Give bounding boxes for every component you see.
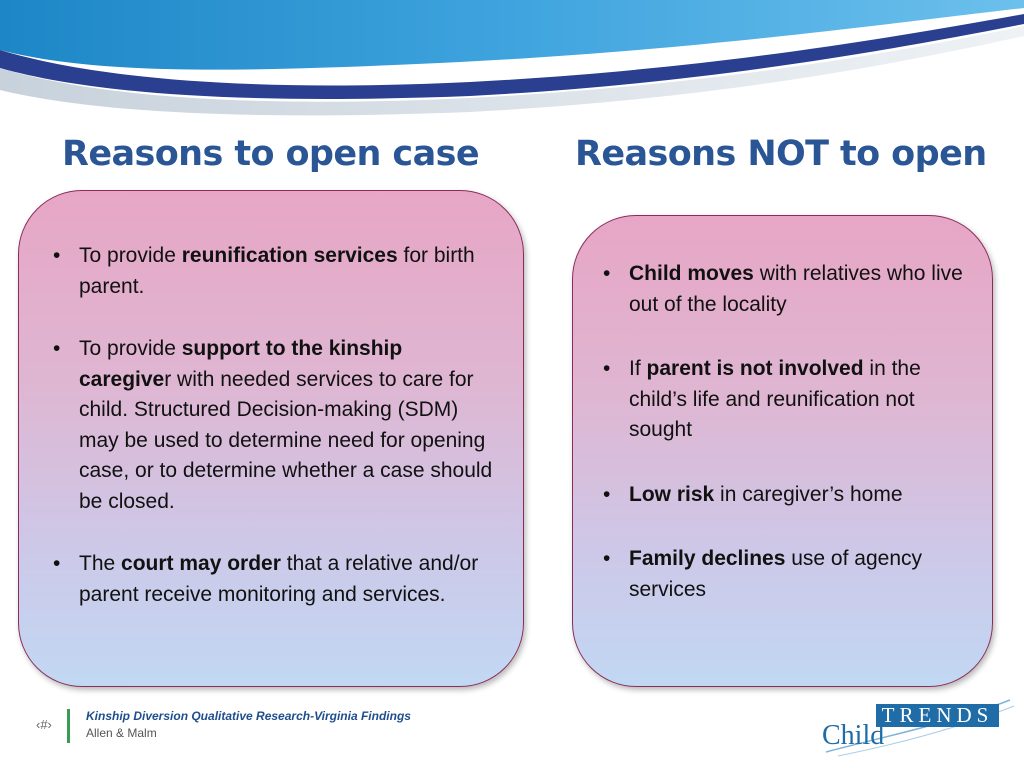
heading-reasons-not-to-open: Reasons NOT to open [575, 134, 987, 174]
logo-trends-text: TRENDS [881, 703, 994, 727]
child-trends-logo [818, 694, 1018, 758]
list-item: • Low risk in caregiver’s home [603, 480, 972, 511]
reasons-to-open-panel [18, 190, 524, 687]
slide-number: ‹#› [36, 717, 52, 732]
reasons-not-to-open-panel [572, 215, 993, 687]
footer-divider [67, 709, 70, 743]
reasons-not-to-open-list [603, 259, 972, 605]
list-item: • To provide reunification services for birth parent. [53, 241, 493, 302]
list-item: • Child moves with relatives who live out of the locality [603, 259, 972, 320]
list-item: • To provide support to the kinship caregiver with needed services to care for child. Structured Decision-making (SDM) may be used to determine need for opening case, or to determine whether a case should be closed. [53, 334, 493, 517]
header-wave-banner [0, 0, 1024, 130]
list-item: • Family declines use of agency services [603, 544, 972, 605]
footer-title: Kinship Diversion Qualitative Research-Virginia Findings [86, 709, 411, 723]
logo-child-text: Child [822, 720, 885, 751]
footer-authors: Allen & Malm [86, 726, 157, 740]
list-item: • If parent is not involved in the child’s life and reunification not sought [603, 354, 972, 446]
reasons-to-open-list [53, 241, 493, 610]
list-item: • The court may order that a relative and/or parent receive monitoring and services. [53, 549, 493, 610]
heading-reasons-to-open: Reasons to open case [62, 134, 479, 174]
